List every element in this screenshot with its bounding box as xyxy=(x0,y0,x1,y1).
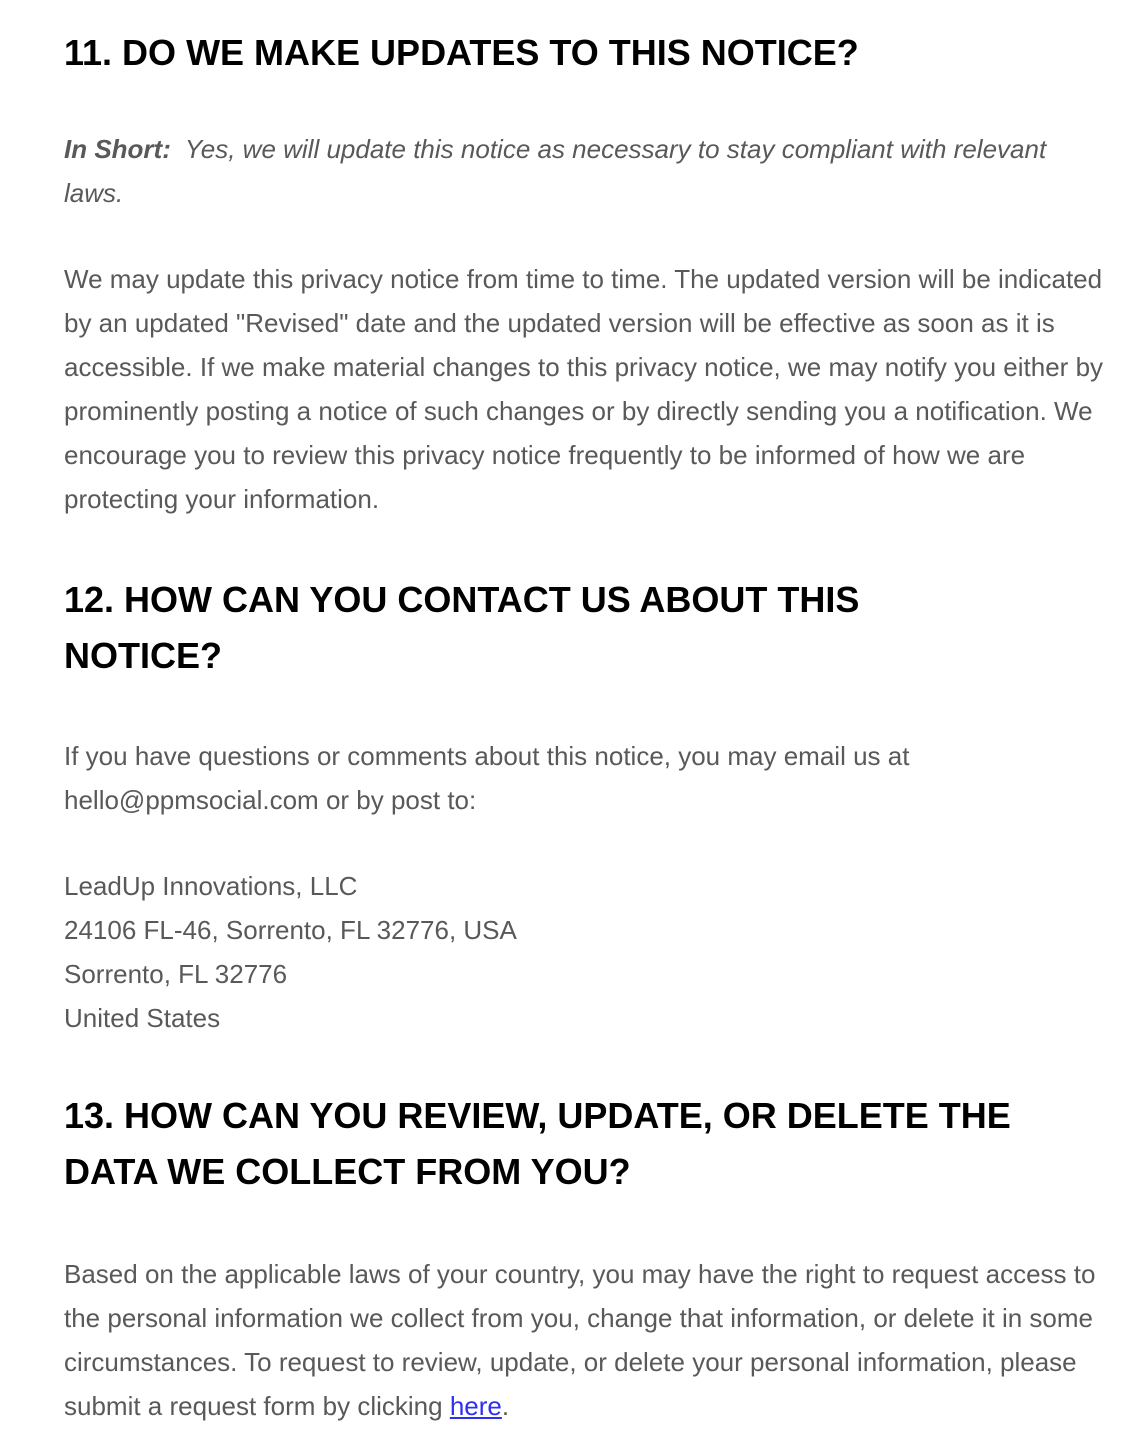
section-13-heading: 13. HOW CAN YOU REVIEW, UPDATE, OR DELETE THE DATA WE COLLECT FROM YOU? xyxy=(64,1095,1011,1192)
address-country: United States xyxy=(64,1003,221,1033)
section-12-body: If you have questions or comments about this notice, you may email us at hello@ppmsocial.com or by post to: xyxy=(64,741,910,815)
in-short-label: In Short: xyxy=(64,134,171,164)
section-13-end-punctuation: . xyxy=(501,1391,510,1421)
address-city: Sorrento, FL 32776 xyxy=(64,959,288,989)
section-13-body xyxy=(64,1252,1104,1428)
section-12-heading: 12. HOW CAN YOU CONTACT US ABOUT THIS NOTICE? xyxy=(64,579,860,676)
section-13-text: Based on the applicable laws of your country, you may have the right to request access to the personal information we collect from you, change that information, or delete it in some circumstances. To request to review, update, or delete your personal information, please submit a request form by clicking xyxy=(64,1259,1096,1421)
section-11-body: We may update this privacy notice from time to time. The updated version will be indicated by an updated "Revised" date and the updated version will be effective as soon as it is accessible. If we make material changes to this privacy notice, we may notify you either by prominently posting a notice of such changes or by directly sending you a notification. We encourage you to review this privacy notice frequently to be informed of how we are protecting your information. xyxy=(64,264,1104,514)
address-street: 24106 FL-46, Sorrento, FL 32776, USA xyxy=(64,915,517,945)
section-11-in-short xyxy=(64,127,1104,215)
privacy-notice-content xyxy=(64,0,1104,1428)
request-form-link[interactable]: here xyxy=(449,1391,502,1421)
in-short-text: Yes, we will update this notice as necessary to stay compliant with relevant laws. xyxy=(64,134,1047,208)
address-company: LeadUp Innovations, LLC xyxy=(64,871,358,901)
section-11-heading: 11. DO WE MAKE UPDATES TO THIS NOTICE? xyxy=(64,32,859,73)
postal-address xyxy=(64,864,1104,1040)
